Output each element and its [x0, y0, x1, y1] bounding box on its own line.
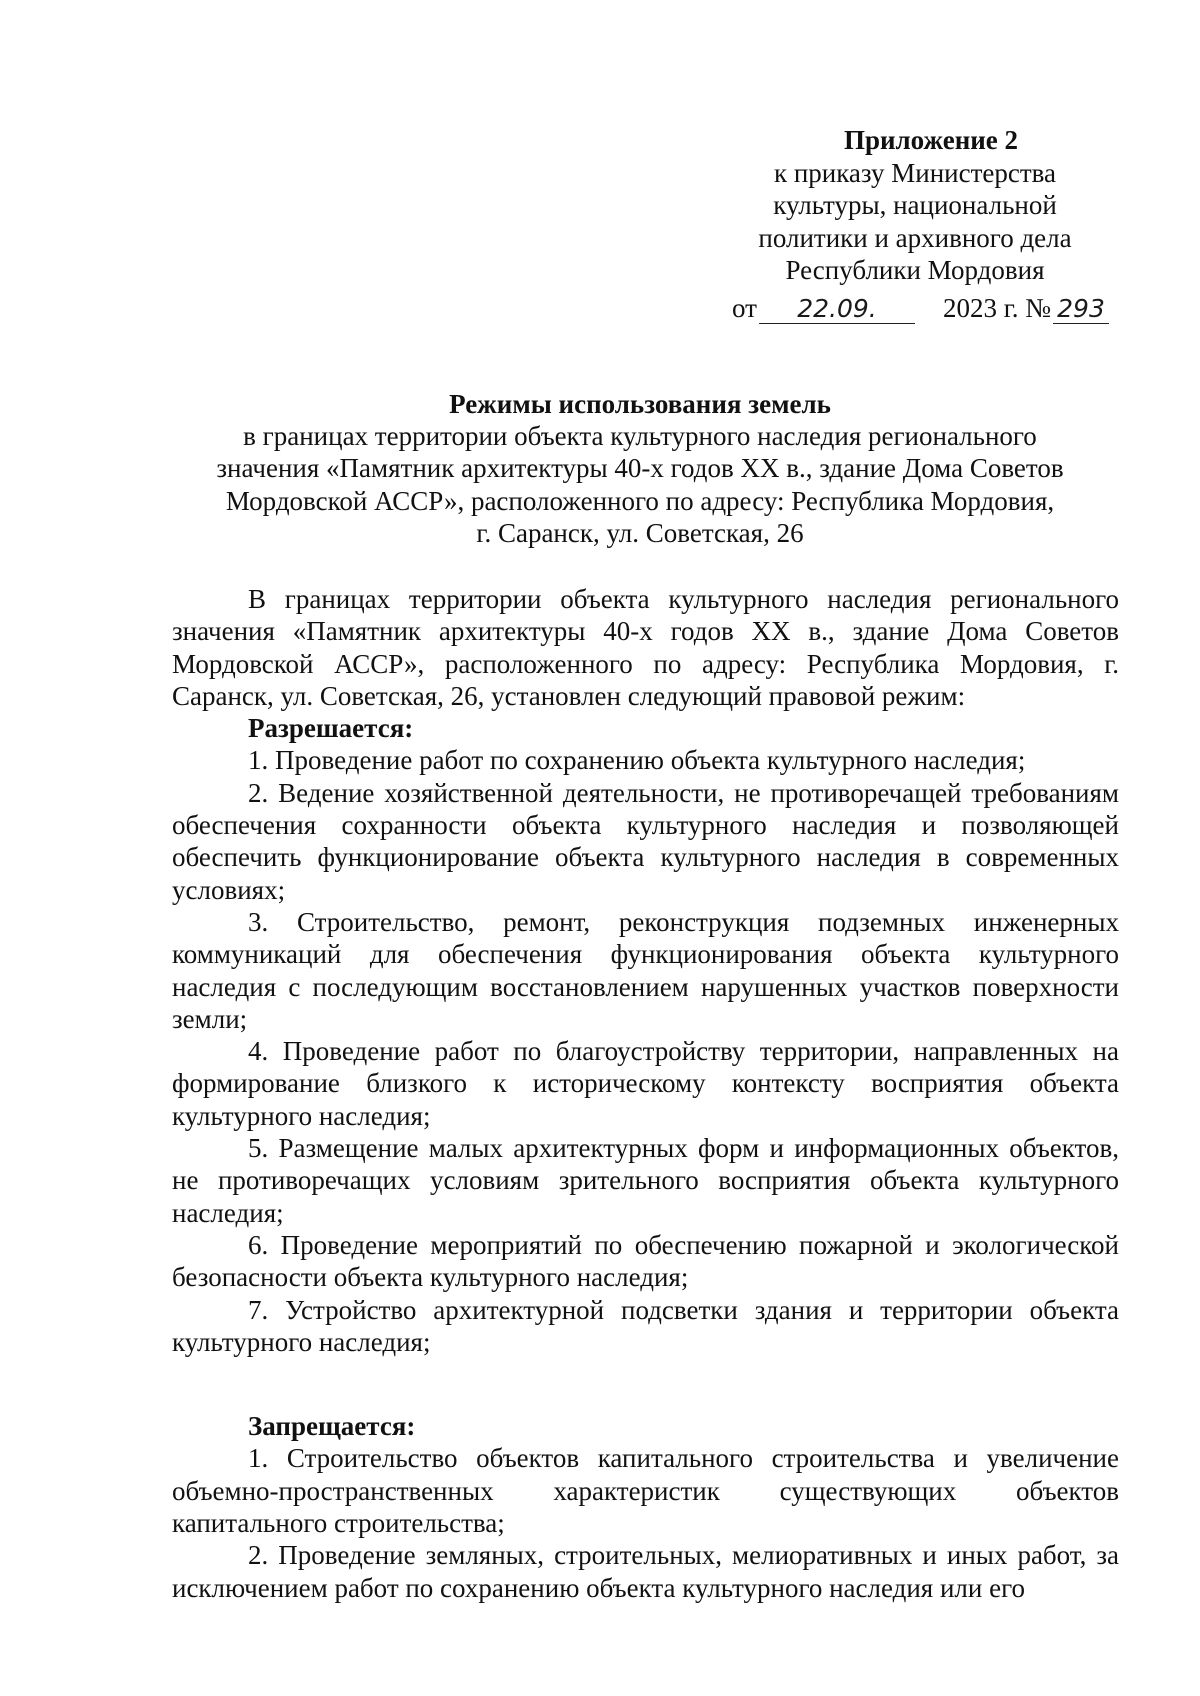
document-title [165, 388, 1115, 549]
title-line: Мордовской АССР», расположенного по адресу: Республика Мордовия, [225, 485, 1055, 516]
handwritten-number: 293 [1053, 295, 1109, 324]
allowed-item: 3. Строительство, ремонт, реконструкция подземных инженерных коммуникаций для обеспечения функционирования объекта культурного наследия с последующим восстановлением нарушенных участков поверхности земли; [172, 906, 1119, 1034]
appendix-line: культуры, национальной [773, 190, 1057, 220]
order-date-number [732, 292, 1109, 324]
appendix-title: Приложение 2 [843, 125, 1019, 155]
prohibited-heading: Запрещается: [248, 1411, 416, 1442]
title-line: значения «Памятник архитектуры 40-х годов XX в., здание Дома Советов [216, 453, 1064, 484]
allowed-item: 7. Устройство архитектурной подсветки здания и территории объекта культурного наследия; [172, 1294, 1119, 1357]
title-line: г. Саранск, ул. Советская, 26 [476, 517, 804, 548]
allowed-item: 1. Проведение работ по сохранению объекта культурного наследия; [248, 745, 1026, 776]
appendix-line: Республики Мордовия [785, 255, 1045, 285]
main-title: Режимы использования земель [449, 389, 831, 419]
handwritten-date: 22.09. [759, 295, 915, 324]
allowed-item: 2. Ведение хозяйственной деятельности, не противоречащей требованиям обеспечения сохранности объекта культурного наследия и позволяющей обеспечить функционирование объекта культурного наследия в современных условиях; [172, 777, 1119, 905]
prohibited-item: 1. Строительство объектов капитального строительства и увеличение объемно-пространственных характеристик существующих объектов капитального строительства; [172, 1443, 1119, 1539]
intro-paragraph: В границах территории объекта культурного наследия регионального значения «Памятник архитектуры 40-х годов XX в., здание Дома Советов Мордовской АССР», расположенного по адресу: Республика Мордовия, г. Саранск, ул. Советская, 26, установлен следующий правовой режим: [172, 584, 1119, 711]
year-number-label: 2023 г. № [942, 293, 1051, 323]
date-prefix: от [732, 293, 757, 323]
document-body [172, 583, 1119, 1604]
appendix-header [700, 124, 1130, 287]
allowed-item: 6. Проведение мероприятий по обеспечению пожарной и экологической безопасности объекта культурного наследия; [172, 1229, 1119, 1293]
allowed-item: 5. Размещение малых архитектурных форм и информационных объектов, не противоречащих условиям зрительного восприятия объекта культурного наследия; [172, 1133, 1119, 1228]
appendix-line: к приказу Министерства [773, 157, 1057, 188]
allowed-item: 4. Проведение работ по благоустройству территории, направленных на формирование близкого к историческому контексту восприятия объекта культурного наследия; [172, 1036, 1119, 1131]
prohibited-item: 2. Проведение земляных, строительных, мелиоративных и иных работ, за исключением работ по сохранению объекта культурного наследия или его [172, 1540, 1119, 1603]
allowed-heading: Разрешается: [248, 713, 414, 744]
appendix-line: политики и архивного дела [758, 222, 1072, 253]
title-line: в границах территории объекта культурного наследия регионального [243, 421, 1037, 452]
